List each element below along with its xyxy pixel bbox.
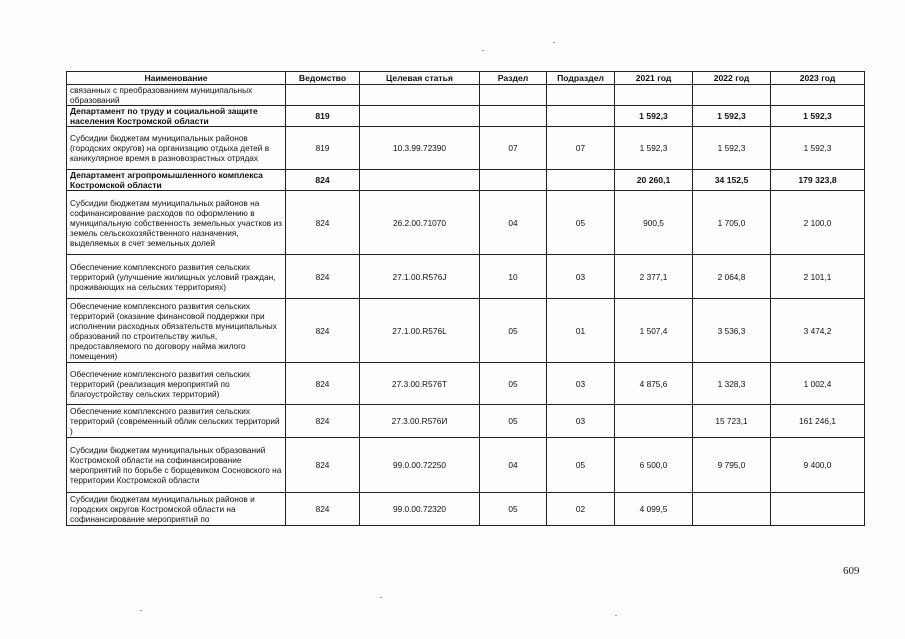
cell-department: 824 (286, 363, 360, 405)
header-year-2021: 2021 год (615, 72, 693, 85)
cell-department: 824 (286, 405, 360, 438)
cell-target-article (360, 106, 480, 127)
cell-year-2022: 1 328,3 (693, 363, 771, 405)
cell-year-2023: 1 002,4 (771, 363, 865, 405)
cell-target-article (360, 170, 480, 191)
cell-year-2021: 6 500,0 (615, 438, 693, 493)
cell-department: 819 (286, 106, 360, 127)
cell-subsection: 03 (547, 255, 615, 299)
cell-section: 04 (480, 438, 547, 493)
cell-subsection (547, 170, 615, 191)
table-row (67, 127, 865, 170)
cell-year-2022: 34 152,5 (693, 170, 771, 191)
cell-year-2022: 3 536,3 (693, 299, 771, 363)
scan-speck (553, 42, 555, 43)
header-section: Раздел (480, 72, 547, 85)
cell-subsection: 03 (547, 405, 615, 438)
cell-department: 824 (286, 299, 360, 363)
department-row (67, 106, 865, 127)
cell-section (480, 170, 547, 191)
cell-section: 05 (480, 405, 547, 438)
cell-year-2023: 9 400,0 (771, 438, 865, 493)
cell-target-article: 99.0.00.72250 (360, 438, 480, 493)
cell-subsection: 01 (547, 299, 615, 363)
cell-year-2022: 15 723,1 (693, 405, 771, 438)
cell-year-2021: 1 592,3 (615, 127, 693, 170)
cell-year-2022: 9 795,0 (693, 438, 771, 493)
cell-section: 10 (480, 255, 547, 299)
header-subsection: Подраздел (547, 72, 615, 85)
table-row (67, 299, 865, 363)
cell-year-2023 (771, 85, 865, 106)
cell-name: Обеспечение комплексного развития сельских территорий (оказание финансовой поддержки при исполнении расходных обязательств муниципальных образований по строительству жилья, предоставляемого по договору найма жилого помещения) (67, 299, 286, 363)
cell-year-2023: 1 592,3 (771, 106, 865, 127)
cell-year-2021 (615, 405, 693, 438)
cell-year-2021: 4 099,5 (615, 493, 693, 526)
cell-name: Департамент агропромышленного комплекса Костромской области (67, 170, 286, 191)
cell-subsection (547, 85, 615, 106)
header-name: Наименование (67, 72, 286, 85)
cell-name: Субсидии бюджетам муниципальных образований Костромской области на софинансирование мероприятий по борьбе с борщевиком Сосновского на территории Костромской области (67, 438, 286, 493)
cell-section: 05 (480, 493, 547, 526)
cell-name: Обеспечение комплексного развития сельских территорий (реализация мероприятий по благоустройству сельских территорий) (67, 363, 286, 405)
table-row (67, 438, 865, 493)
cell-year-2022 (693, 85, 771, 106)
scan-speck (482, 50, 484, 51)
cell-year-2021: 20 260,1 (615, 170, 693, 191)
cell-year-2023: 3 474,2 (771, 299, 865, 363)
cell-year-2023: 179 323,8 (771, 170, 865, 191)
table-row (67, 493, 865, 526)
cell-year-2023: 2 100,0 (771, 191, 865, 255)
cell-year-2023 (771, 493, 865, 526)
cell-year-2021 (615, 85, 693, 106)
cell-target-article: 27.3.00.R576И (360, 405, 480, 438)
cell-name: Субсидии бюджетам муниципальных районов на софинансирование расходов по оформлению в муниципальную собственность земельных участков из земель сельскохозяйственного назначения, выделяемых в счет земельных долей (67, 191, 286, 255)
cell-section: 05 (480, 299, 547, 363)
cell-year-2022: 1 705,0 (693, 191, 771, 255)
header-target-article: Целевая статья (360, 72, 480, 85)
cell-year-2021: 1 507,4 (615, 299, 693, 363)
cell-section (480, 85, 547, 106)
cell-year-2022: 2 064,8 (693, 255, 771, 299)
cell-year-2023: 2 101,1 (771, 255, 865, 299)
cell-year-2021: 1 592,3 (615, 106, 693, 127)
cell-section: 04 (480, 191, 547, 255)
table-row (67, 191, 865, 255)
cell-name: Департамент по труду и социальной защите населения Костромской области (67, 106, 286, 127)
cell-name: Субсидии бюджетам муниципальных районов и городских округов Костромской области на софинансирование мероприятий по (67, 493, 286, 526)
scan-speck (615, 615, 617, 616)
cell-name: связанных с преобразованием муниципальных образований (67, 85, 286, 106)
cell-name: Обеспечение комплексного развития сельских территорий (современный облик сельских территорий ) (67, 405, 286, 438)
cell-year-2021: 900,5 (615, 191, 693, 255)
scan-speck (140, 610, 142, 611)
table-body (67, 85, 865, 526)
department-row (67, 170, 865, 191)
table-row (67, 363, 865, 405)
table-row (67, 85, 865, 106)
cell-name: Субсидии бюджетам муниципальных районов (городских округов) на организацию отдыха детей в каникулярное время в разновозрастных отрядах (67, 127, 286, 170)
cell-department (286, 85, 360, 106)
cell-section: 07 (480, 127, 547, 170)
cell-department: 819 (286, 127, 360, 170)
cell-department: 824 (286, 191, 360, 255)
budget-table (66, 71, 865, 526)
cell-target-article: 26.2.00.71070 (360, 191, 480, 255)
cell-year-2022: 1 592,3 (693, 106, 771, 127)
header-year-2022: 2022 год (693, 72, 771, 85)
cell-name: Обеспечение комплексного развития сельских территорий (улучшение жилищных условий граждан, проживающих на сельских территориях) (67, 255, 286, 299)
header-year-2023: 2023 год (771, 72, 865, 85)
header-department: Ведомство (286, 72, 360, 85)
cell-subsection: 05 (547, 191, 615, 255)
cell-year-2022: 1 592,3 (693, 127, 771, 170)
table-header-row (67, 72, 865, 85)
cell-target-article (360, 85, 480, 106)
cell-year-2023: 161 246,1 (771, 405, 865, 438)
cell-year-2023: 1 592,3 (771, 127, 865, 170)
table-row (67, 255, 865, 299)
cell-target-article: 99.0.00.72320 (360, 493, 480, 526)
cell-subsection (547, 106, 615, 127)
cell-department: 824 (286, 255, 360, 299)
table-row (67, 405, 865, 438)
page-number: 609 (843, 565, 860, 577)
cell-subsection: 07 (547, 127, 615, 170)
cell-year-2021: 4 875,6 (615, 363, 693, 405)
scan-speck (380, 597, 382, 598)
cell-target-article: 27.3.00.R576T (360, 363, 480, 405)
cell-year-2021: 2 377,1 (615, 255, 693, 299)
cell-target-article: 27.1.00.R576J (360, 255, 480, 299)
cell-subsection: 02 (547, 493, 615, 526)
cell-target-article: 10.3.99.72390 (360, 127, 480, 170)
cell-department: 824 (286, 170, 360, 191)
cell-target-article: 27.1.00.R576L (360, 299, 480, 363)
cell-year-2022 (693, 493, 771, 526)
cell-section: 05 (480, 363, 547, 405)
cell-department: 824 (286, 438, 360, 493)
cell-section (480, 106, 547, 127)
cell-subsection: 03 (547, 363, 615, 405)
cell-department: 824 (286, 493, 360, 526)
cell-subsection: 05 (547, 438, 615, 493)
